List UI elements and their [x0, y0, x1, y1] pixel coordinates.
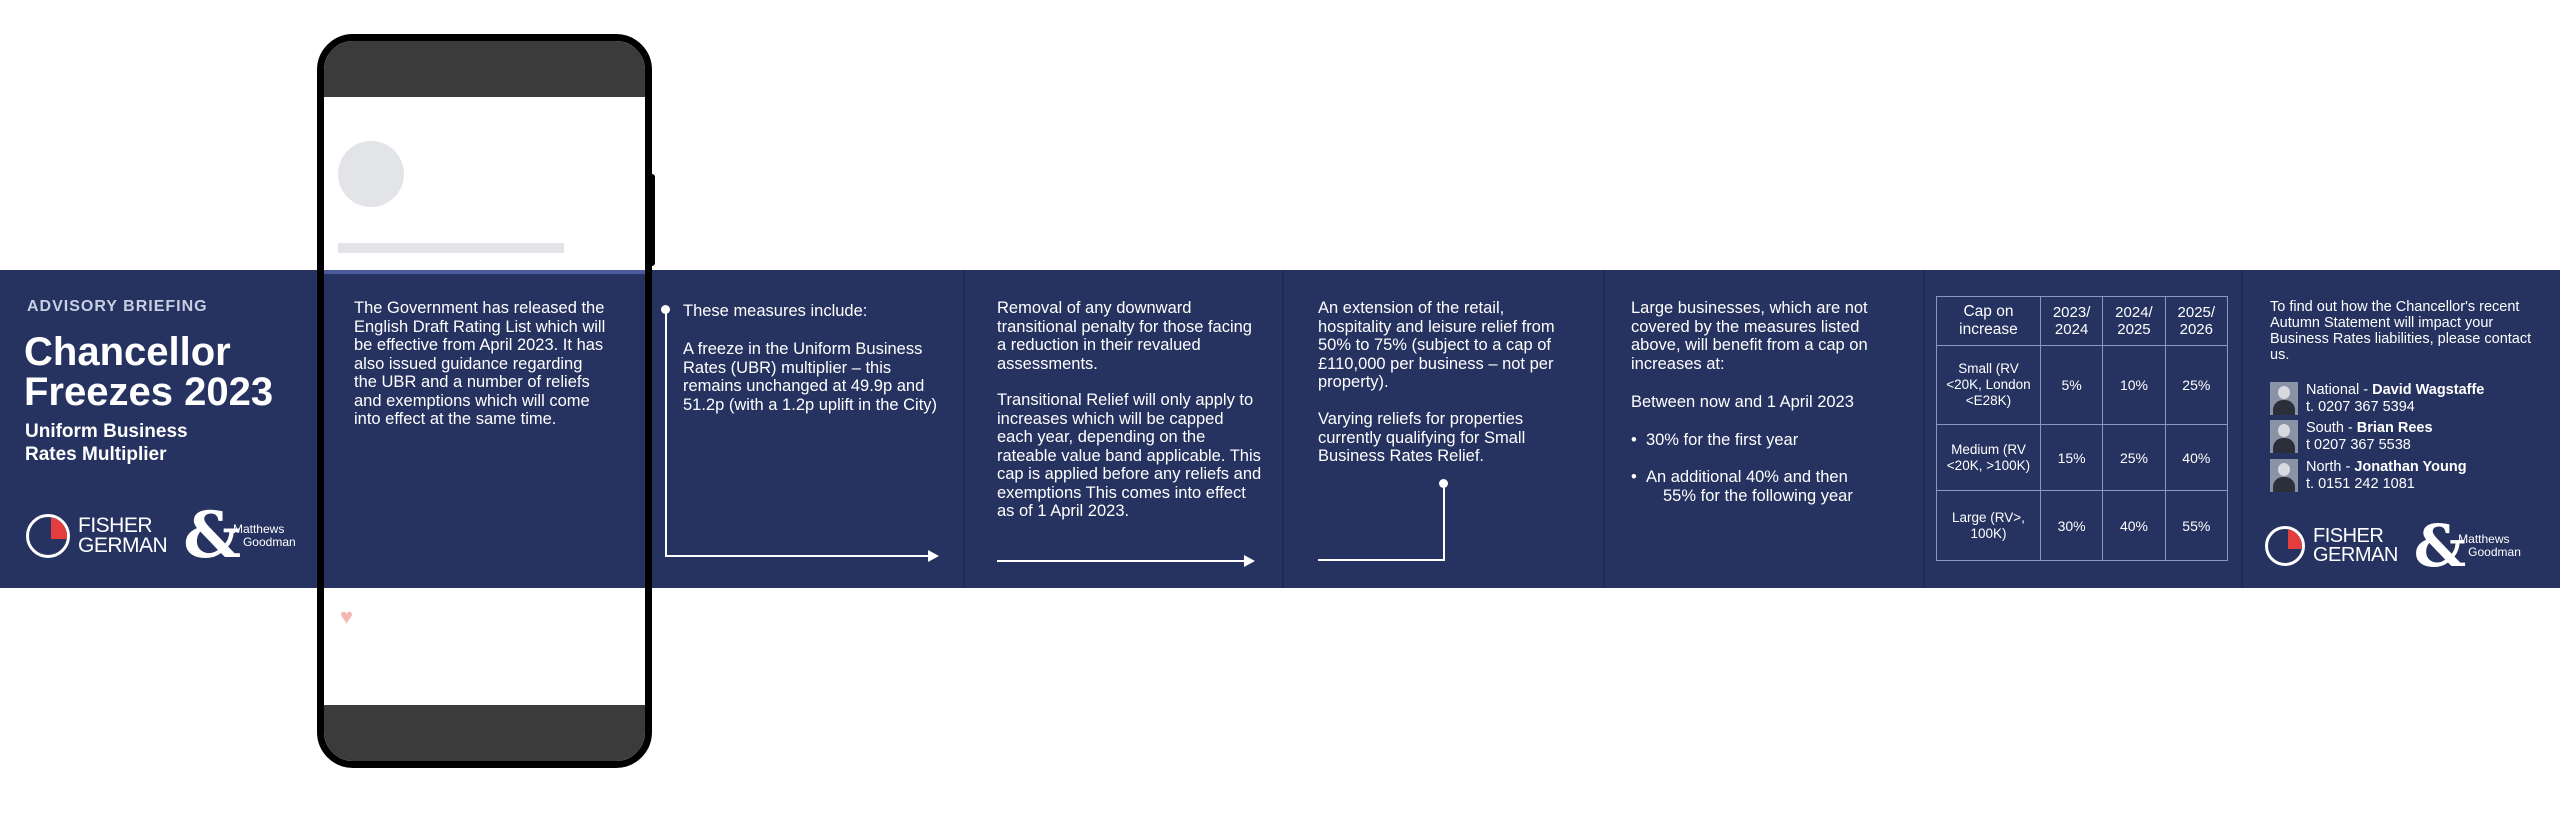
list-item	[1631, 468, 1911, 505]
briefing-eyebrow: ADVISORY BRIEFING	[27, 298, 208, 315]
table-row	[1937, 346, 2228, 425]
contact-intro: To find out how the Chancellor's recent Autumn Statement will impact your Business Rates liabilities, please contact us.	[2270, 299, 2532, 363]
table-row-label: Small (RV <20K, London <E28K)	[1937, 346, 2041, 425]
table-cell: 5%	[2040, 346, 2102, 425]
heart-icon[interactable]: ♥	[340, 604, 354, 629]
phone-side-button	[650, 174, 655, 266]
arrow-right-icon	[928, 550, 939, 562]
logo-text: Matthews	[232, 522, 285, 536]
logo-text: Goodman	[2468, 545, 2521, 559]
table-row	[1937, 425, 2228, 491]
fisher-german-logo	[26, 514, 167, 558]
title-line: Freezes 2023	[24, 370, 274, 414]
contact-name: Jonathan Young	[2354, 459, 2467, 475]
title-line: Chancellor	[24, 330, 231, 374]
list-item-text: 30% for the first year	[1645, 431, 1799, 449]
cap-increase-table	[1936, 296, 2228, 561]
intro-text: The Government has released the English Draft Rating List which will be effective from April 2023. It has also issued guidance regarding the UBR and a number of reliefs and exemptions which will come into effect at the same time.	[354, 299, 606, 428]
table-cell: 25%	[2165, 346, 2227, 425]
timeline-line	[665, 310, 667, 557]
logo-text: GERMAN	[78, 534, 168, 557]
list-item	[1631, 431, 1911, 450]
timeline-line	[665, 555, 929, 557]
phone-top-bar	[324, 41, 645, 97]
page-subtitle	[25, 420, 188, 466]
avatar	[2270, 382, 2298, 415]
fisher-german-mark-icon	[2265, 526, 2305, 566]
fisher-german-mark-icon	[26, 514, 70, 558]
ampersand-logo: &	[2413, 512, 2467, 580]
matthews-goodman-logo	[233, 523, 296, 549]
brand-logos	[26, 498, 296, 573]
measure-ubr-freeze: A freeze in the Uniform Business Rates (UBR) multiplier – this remains unchanged at 49.9p and 51.2p (with a 1.2p uplift in the City)	[683, 340, 938, 414]
timeline-line	[1318, 559, 1445, 561]
phone-mockup	[317, 34, 652, 768]
logo-text: GERMAN	[2313, 544, 2398, 566]
table-row-label: Large (RV>, 100K)	[1937, 491, 2041, 561]
contact-phone: t. 0207 367 5394	[2306, 399, 2415, 415]
table-row-label: Medium (RV <20K, >100K)	[1937, 425, 2041, 491]
measure-transitional-penalty: Removal of any downward transitional penalty for those facing a reduction in their revalued assessments.	[997, 299, 1252, 373]
logo-text: FISHER	[2313, 525, 2384, 547]
list-item-text: 55% for the following year	[1663, 486, 1853, 505]
measure-retail-relief: An extension of the retail, hospitality and leisure relief from 50% to 75% (subject to a cap of £110,000 per business – not per property).	[1318, 299, 1555, 391]
table-header-cell: 2025/ 2026	[2165, 297, 2227, 346]
contact-region: North -	[2306, 459, 2355, 475]
logo-text: FISHER	[78, 514, 153, 537]
table-cell: 40%	[2165, 425, 2227, 491]
profile-placeholder-icon	[338, 141, 404, 207]
contact-north	[2270, 459, 2467, 493]
phone-post-footer	[324, 593, 645, 709]
table-cell: 40%	[2103, 491, 2165, 561]
page-title	[24, 332, 273, 412]
avatar	[2270, 459, 2298, 492]
post-divider	[324, 270, 645, 274]
subtitle-line: Uniform Business	[25, 421, 188, 442]
contact-national	[2270, 382, 2484, 416]
ampersand-logo: &	[183, 498, 241, 573]
bullet-icon: •	[1631, 468, 1646, 486]
table-cell: 30%	[2040, 491, 2102, 561]
contact-south	[2270, 420, 2433, 454]
contact-name: Brian Rees	[2356, 420, 2433, 436]
contact-phone: t 0207 367 5538	[2306, 437, 2411, 453]
contact-name: David Wagstaffe	[2372, 382, 2485, 398]
panel-divider	[1923, 270, 1925, 588]
contact-region: South -	[2306, 420, 2357, 436]
panel-divider	[1603, 270, 1605, 588]
table-cell: 15%	[2040, 425, 2102, 491]
table-header-cell: Cap on increase	[1937, 297, 2041, 346]
fisher-german-logo	[2265, 526, 2398, 566]
phone-bottom-bar	[324, 705, 645, 761]
contact-region: National -	[2306, 382, 2373, 398]
timeline-line	[1443, 484, 1445, 561]
contact-phone: t. 0151 242 1081	[2306, 476, 2415, 492]
timeline-line	[997, 560, 1245, 562]
measure-small-business-relief: Varying reliefs for properties currently qualifying for Small Business Rates Relief.	[1318, 410, 1526, 465]
logo-text: Goodman	[242, 535, 296, 549]
avatar	[2270, 420, 2298, 453]
table-header-cell: 2024/ 2025	[2103, 297, 2165, 346]
large-business-period: Between now and 1 April 2023	[1631, 393, 1854, 411]
table-row	[1937, 491, 2228, 561]
table-cell: 10%	[2103, 346, 2165, 425]
arrow-right-icon	[1244, 555, 1255, 567]
panel-divider	[963, 270, 965, 588]
panel-divider	[1282, 270, 1284, 588]
matthews-goodman-logo	[2458, 533, 2521, 559]
measures-intro: These measures include:	[683, 302, 868, 320]
large-business-intro: Large businesses, which are not covered by the measures listed above, will benefit from a cap on increases at:	[1631, 299, 1868, 373]
name-placeholder	[338, 243, 564, 253]
logo-text: Matthews	[2458, 532, 2510, 546]
panel-divider	[2241, 270, 2243, 588]
bullet-icon: •	[1631, 431, 1646, 449]
table-cell: 25%	[2103, 425, 2165, 491]
subtitle-line: Rates Multiplier	[25, 444, 167, 465]
table-cell: 55%	[2165, 491, 2227, 561]
table-header-cell: 2023/ 2024	[2040, 297, 2102, 346]
brand-logos	[2265, 512, 2521, 580]
measure-transitional-relief: Transitional Relief will only apply to increases which will be capped each year, depending on the rateable value band applicable. This cap is applied before any reliefs and exemptions This comes into effect as of 1 April 2023.	[997, 391, 1262, 520]
list-item-text: An additional 40% and then	[1645, 468, 1848, 486]
